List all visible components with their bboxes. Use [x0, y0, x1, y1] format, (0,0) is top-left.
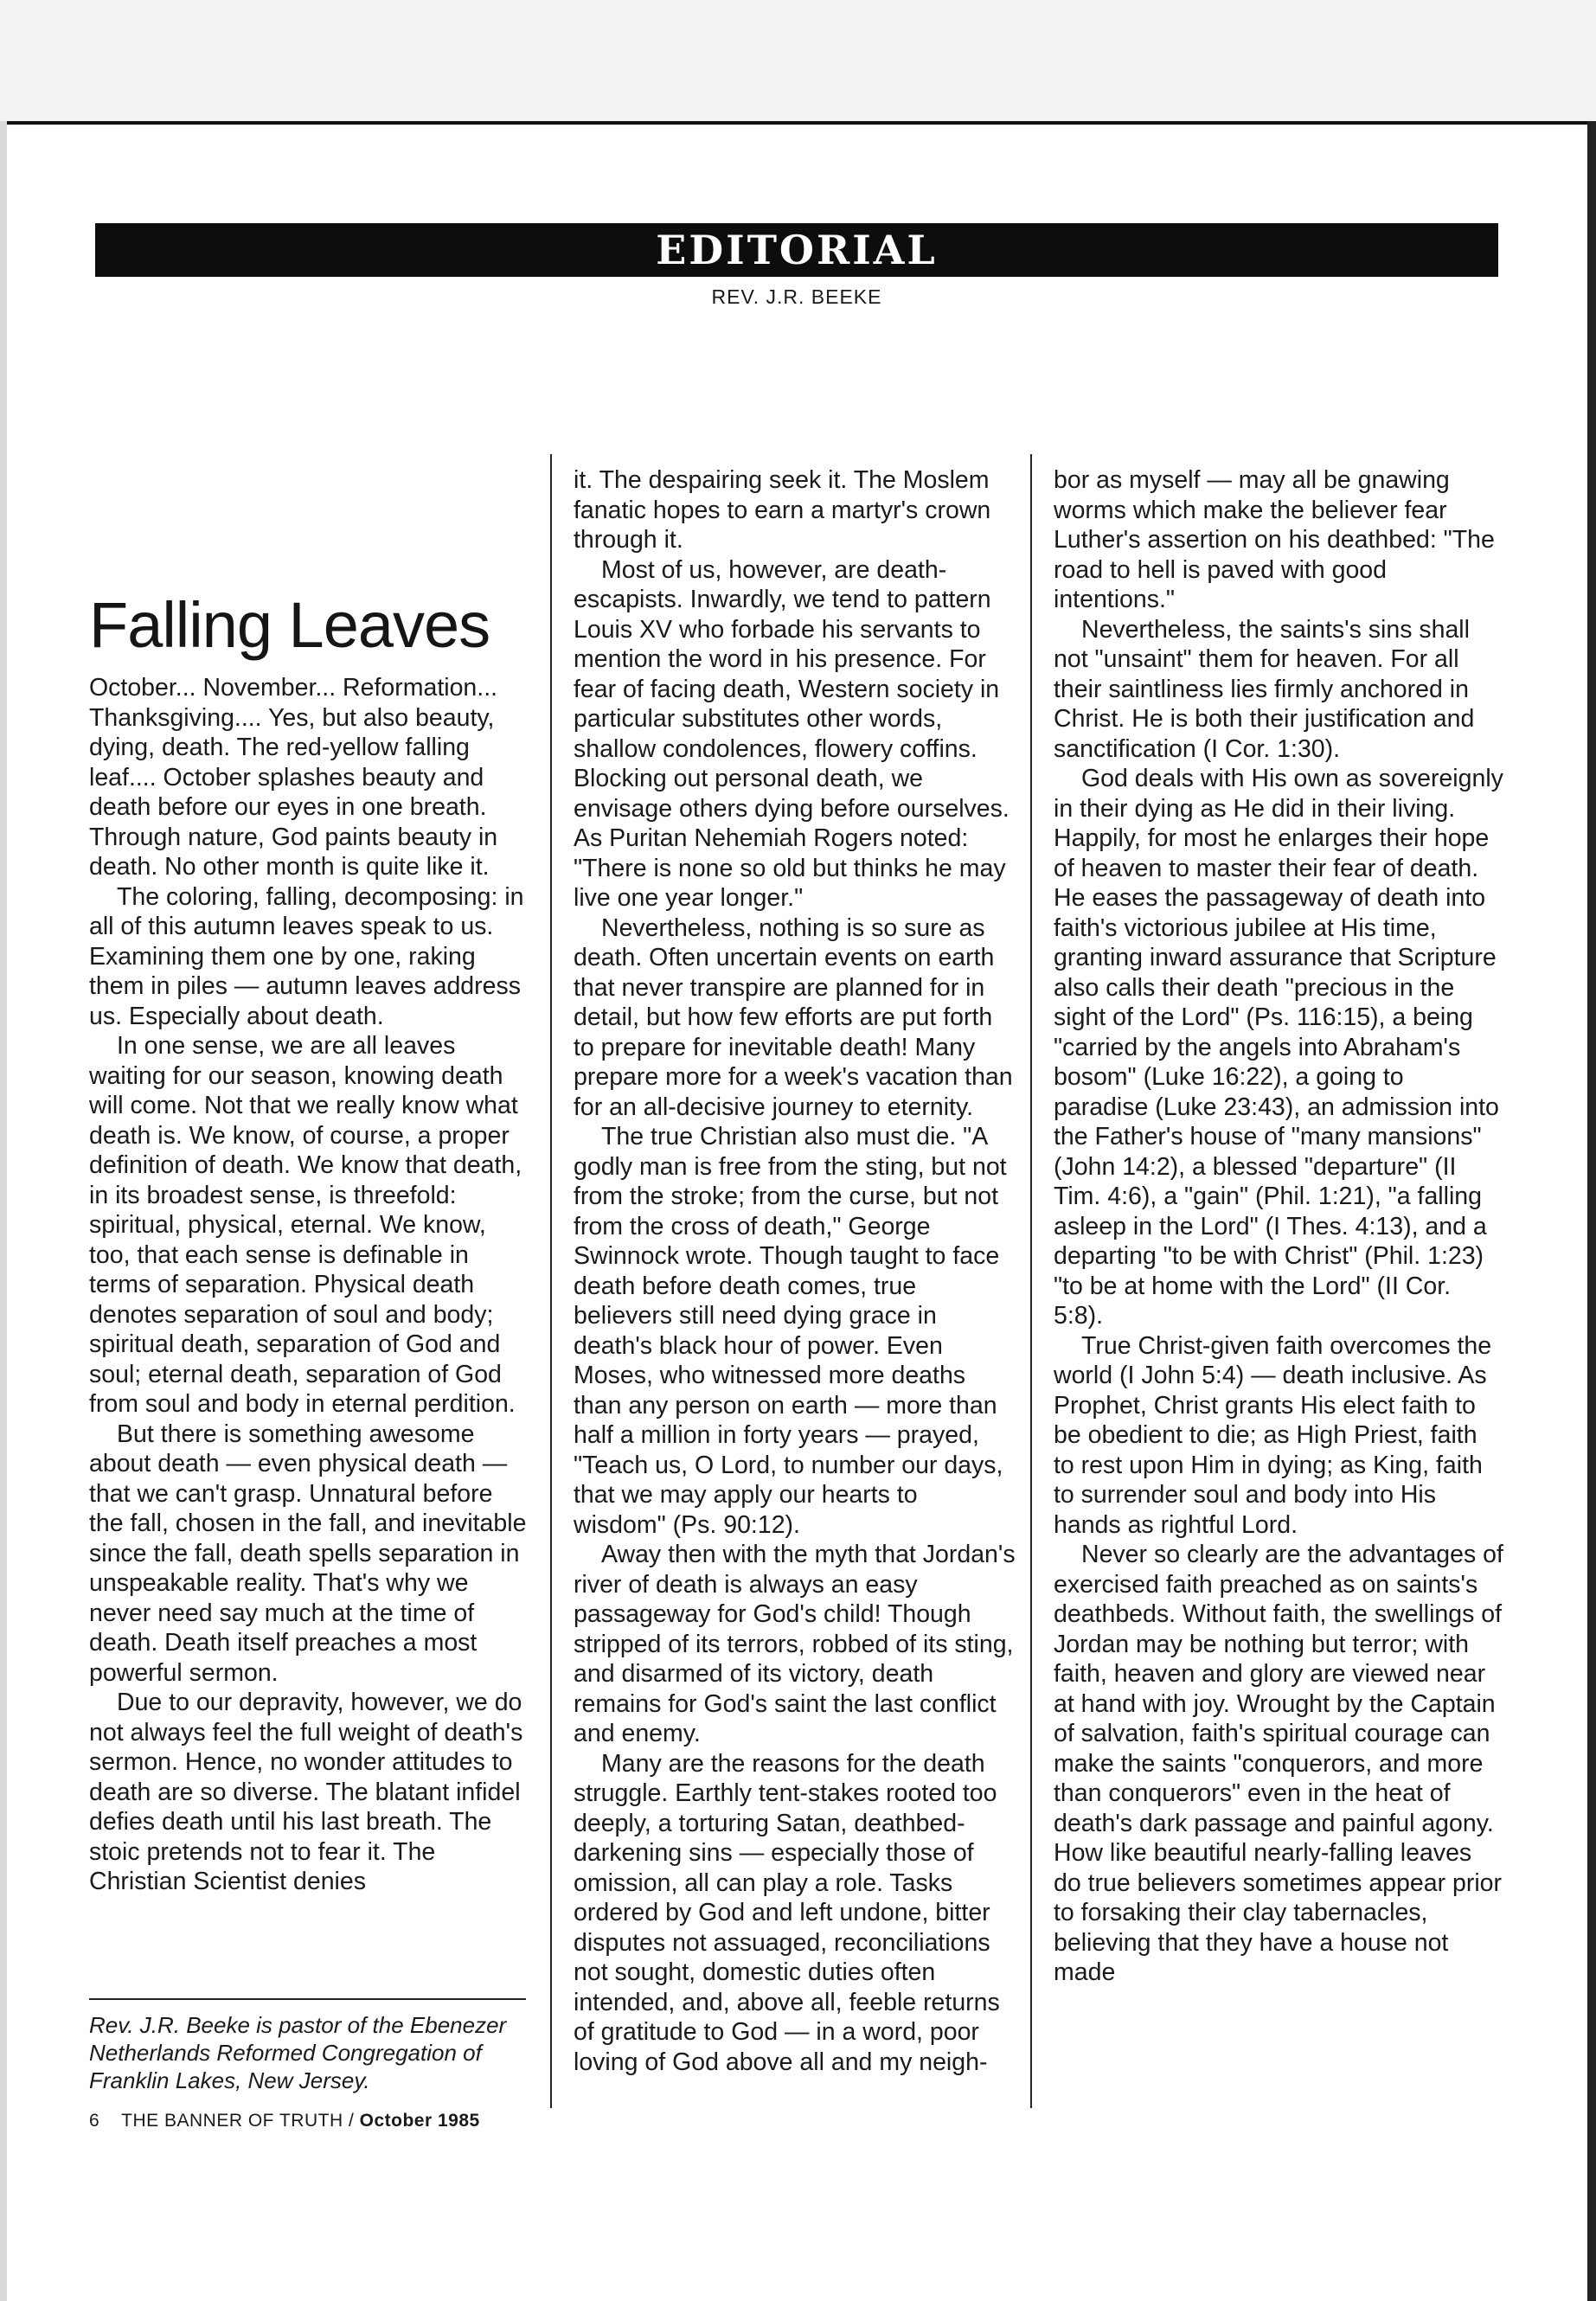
paragraph: Due to our depravity, however, we do not always feel the full weight of death's sermon. Hence, no wonder attitudes to death are so diverse. The blatant infidel defies death until his last breath. The stoic pretends not to fear it. The Christian Scientist denies	[89, 1689, 523, 1895]
paragraph: October... November... Reformation... Thanksgiving.... Yes, but also beauty, dying, death. The red-yellow falling leaf.... October splashes beauty and death before our eyes in one breath. Through nature, God paints beauty in death. No other month is quite like it.	[89, 674, 498, 881]
text-column-3	[1054, 465, 1503, 1988]
paragraph: Many are the reasons for the death struggle. Earthly tent-stakes rooted too deeply, a torturing Satan, deathbed-darkening sins — especially those of omission, all can play a role. Tasks ordered by God and left undone, bitter disputes not assuaged, reconciliations not sought, domestic duties often intended, and, above all, feeble returns of gratitude to God — in a word, poor loving of God above all and my neigh-	[574, 1749, 1000, 2076]
text-column-1	[89, 673, 532, 1897]
text-column-2	[574, 465, 1016, 2077]
page-footer	[89, 2111, 480, 2131]
scan-margin-left	[0, 121, 7, 2301]
section-banner: EDITORIAL	[95, 223, 1498, 277]
paragraph: it. The despairing seek it. The Moslem fanatic hopes to earn a martyr's crown through it.	[574, 466, 991, 554]
paragraph: Nevertheless, nothing is so sure as death. Often uncertain events on earth that never transpire are planned for in detail, but how few efforts are put forth to prepare for inevitable death! Many prepare more for a week's vacation than for an all-decisive journey to eternity.	[574, 913, 1013, 1121]
paragraph: Nevertheless, the saints's sins shall not "unsaint" them for heaven. For all their saintliness lies firmly anchored in Christ. He is both their justification and sanctification (I Cor. 1:30).	[1054, 615, 1475, 763]
column-divider	[1030, 454, 1032, 2108]
author-note-rule	[89, 1998, 526, 2000]
paragraph: bor as myself — may all be gnawing worms which make the believer fear Luther's assertion on his deathbed: "The road to hell is paved with good intentions."	[1054, 466, 1495, 613]
paragraph: Never so clearly are the advantages of exercised faith preached as on saints's deathbeds. Without faith, the swellings of Jordan may be nothing but terror; with faith, heaven and glory are viewed near at hand with joy. Wrought by the Captain of salvation, faith's spiritual courage can make the saints "conquerors, and more than conquerors" even in the heat of death's dark passage and painful agony. How like beautiful nearly-falling leaves do true believers sometimes appear prior to forsaking their clay tabernacles, believing that they have a house not made	[1054, 1541, 1503, 1986]
column-divider	[550, 454, 552, 2108]
paragraph: God deals with His own as sovereignly in their dying as He did in their living. Happily, for most he enlarges their hope of heaven to master their fear of death. He eases the passageway of death into faith's victorious jubilee at His time, granting inward assurance that Scripture also calls their death "precious in the sight of the Lord" (Ps. 116:15), a being "carried by the angels into Abraham's bosom" (Luke 16:22), a going to paradise (Luke 23:43), an admission into the Father's house of "many mansions" (John 14:2), a blessed "departure" (II Tim. 4:6), a "gain" (Phil. 1:21), "a falling asleep in the Lord" (I Thes. 4:13), and a departing "to be with Christ" (Phil. 1:23) "to be at home with the Lord" (II Cor. 5:8).	[1054, 765, 1503, 1330]
publication-name: THE BANNER OF TRUTH /	[121, 2111, 355, 2131]
article-title: Falling Leaves	[89, 589, 490, 661]
author-note: Rev. J.R. Beeke is pastor of the Ebenezer Netherlands Reformed Congregation of Franklin Lakes, New Jersey.	[89, 2012, 507, 2093]
scan-margin-right	[1587, 121, 1596, 2301]
paragraph: In one sense, we are all leaves waiting for our season, knowing death will come. Not that we really know what death is. We know, of course, a proper definition of death. We know that death, in its broadest sense, is threefold: spiritual, physical, eternal. We know, too, that each sense is definable in terms of separation. Physical death denotes separation of soul and body; spiritual death, separation of God and soul; eternal death, separation of God from soul and body in eternal perdition.	[89, 1032, 522, 1418]
scan-margin-top	[0, 0, 1596, 125]
paragraph: The coloring, falling, decomposing: in all of this autumn leaves speak to us. Examining them one by one, raking them in piles — autumn leaves address us. Especially about death.	[89, 882, 524, 1030]
paragraph: Away then with the myth that Jordan's river of death is always an easy passageway for God's child! Though stripped of its terrors, robbed of its sting, and disarmed of its victory, death remains for God's saint the last conflict and enemy.	[574, 1541, 1016, 1747]
issue-date: October 1985	[359, 2111, 480, 2131]
page-number: 6	[89, 2111, 100, 2131]
paragraph: But there is something awesome about death — even physical death — that we can't grasp. Unnatural before the fall, chosen in the fall, and inevitable since the fall, death spells separation in unspeakable reality. That's why we never need say much at the time of death. Death itself preaches a most powerful sermon.	[89, 1420, 527, 1687]
paragraph: The true Christian also must die. "A godly man is free from the sting, but not from the stroke; from the curse, but not from the cross of death," George Swinnock wrote. Though taught to face death before death comes, true believers still need dying grace in death's black hour of power. Even Moses, who witnessed more deaths than any person on earth — more than half a million in forty years — prayed, "Teach us, O Lord, to number our days, that we may apply our hearts to wisdom" (Ps. 90:12).	[574, 1123, 1007, 1539]
author-byline: REV. J.R. BEEKE	[711, 285, 882, 308]
paragraph: True Christ-given faith overcomes the world (I John 5:4) — death inclusive. As Prophet, Christ grants His elect faith to be obedient to die; as High Priest, faith to rest upon Him in dying; as King, faith to surrender soul and body into His hands as rightful Lord.	[1054, 1331, 1492, 1539]
paragraph: Most of us, however, are death-escapists. Inwardly, we tend to pattern Louis XV who forbade his servants to mention the word in his presence. For fear of facing death, Western society in particular substitutes other words, shallow condolences, flowery coffins. Blocking out personal death, we envisage others dying before ourselves. As Puritan Nehemiah Rogers noted: "There is none so old but thinks he may live one year longer."	[574, 555, 1010, 912]
scan-edge-line	[0, 121, 1596, 125]
